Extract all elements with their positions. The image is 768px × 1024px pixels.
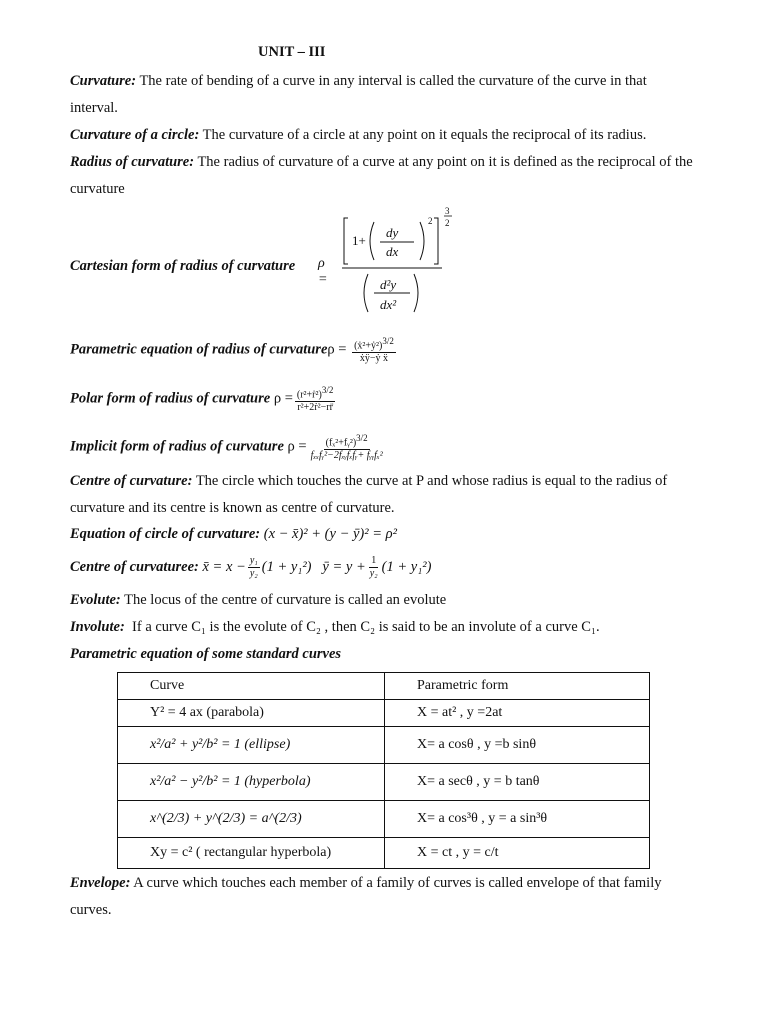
polar-line: Polar form of radius of curvature ρ = $\frac{(r^2+ṙ^2)^{3/2}}{\text{r²+2ṙ²−rr̈}}$	[70, 385, 334, 414]
radius-line-1	[70, 149, 726, 176]
cartesian-dx: dx	[386, 244, 399, 259]
table-row: x^(2/3) + y^(2/3) = a^(2/3) X= a cos³θ , y = a sin³θ	[118, 801, 650, 838]
table-header-curve: Curve	[118, 673, 385, 700]
page-title: UNIT – III	[258, 44, 326, 60]
curvature-term: Curvature:	[70, 73, 137, 89]
circle-term: Curvature of a circle:	[70, 127, 200, 143]
cartesian-dy: dy	[386, 225, 399, 240]
circle-equation-line: Equation of circle of curvature: (x − x̄)² + (y − ȳ)² = ρ²	[70, 526, 397, 542]
centree-line: Centre of curvaturee: x̄ = x − $\frac{\text{y₁}}{\text{y₂}}$ (1 + y₁²) ȳ = y + $\frac{1}{\text{y₂}}$ (1 + y₁²)	[70, 555, 432, 580]
circle-curvature-line	[70, 122, 726, 149]
involute-line: Involute: If a curve C₁ is the evolute of C₂ , then C₂ is said to be an involute of a curve C₁.	[70, 619, 600, 635]
parametric-line: Parametric equation of radius of curvatureρ = $\frac{(ẋ^2+ẏ^2)^{3/2}}{\text{ẋÿ−ẏ ẍ}}$	[70, 336, 394, 365]
cartesian-exp-num: 3	[445, 206, 450, 216]
table-row: x²/a² + y²/b² = 1 (ellipse) X= a cosθ , y =b sinθ	[118, 727, 650, 764]
cartesian-square: 2	[428, 216, 433, 226]
implicit-fraction: $\frac{(f_x^2+fᵧ^2)^{3/2}}{\text{fₓₓfᵧ²−2fₓᵧfₓfᵧ+ fᵧᵧfₓ²}}$	[310, 433, 383, 462]
centre-line-2: curvature and its centre is known as centre of curvature.	[70, 500, 395, 516]
cartesian-rho: ρ =	[318, 256, 328, 287]
circle-text: The curvature of a circle at any point on it equals the reciprocal of its radius.	[202, 127, 647, 143]
envelope-line-2: curves.	[70, 902, 112, 918]
envelope-line-1: Envelope: A curve which touches each member of a family of curves is called envelope of that family	[70, 875, 662, 891]
radius-line-2: curvature	[70, 181, 125, 197]
cartesian-d2y: d²y	[380, 277, 397, 292]
cartesian-label: Cartesian form of radius of curvature	[70, 258, 296, 274]
cartesian-exp-den: 2	[445, 218, 450, 228]
standard-curves-table	[117, 672, 650, 869]
implicit-line: Implicit form of radius of curvature ρ = $\frac{(f_x^2+fᵧ^2)^{3/2}}{\text{fₓₓfᵧ²−2fₓᵧfₓfᵧ+ fᵧᵧfₓ²}}$	[70, 433, 383, 462]
evolute-line: Evolute: The locus of the centre of curvature is called an evolute	[70, 592, 447, 608]
curvature-line-2: interval.	[70, 100, 118, 116]
parametric-heading: Parametric equation of some standard curves	[70, 646, 342, 662]
cartesian-dx2: dx²	[380, 297, 397, 312]
radius-term: Radius of curvature:	[70, 154, 195, 170]
cartesian-one-plus: 1+	[352, 233, 366, 248]
curvature-text: The rate of bending of a curve in any interval is called the curvature of the curve in that	[139, 73, 647, 89]
table-header-row	[118, 673, 650, 700]
table-header-form: Parametric form	[385, 673, 650, 700]
curvature-line-1	[70, 68, 726, 95]
polar-fraction: $\frac{(r^2+ṙ^2)^{3/2}}{\text{r²+2ṙ²−rr̈}}$	[296, 385, 334, 414]
cartesian-fraction-svg	[342, 204, 462, 316]
parametric-fraction: $\frac{(ẋ^2+ẏ^2)^{3/2}}{\text{ẋÿ−ẏ ẍ}}$	[354, 336, 394, 365]
table-row: Xy = c² ( rectangular hyperbola) X = ct , y = c/t	[118, 838, 650, 869]
centre-line-1: Centre of curvature: The circle which touches the curve at P and whose radius is equal to the radius of	[70, 473, 668, 489]
table-row: x²/a² − y²/b² = 1 (hyperbola) X= a secθ , y = b tanθ	[118, 764, 650, 801]
table-row: Y² = 4 ax (parabola) X = at² , y =2at	[118, 700, 650, 727]
radius-text: The radius of curvature of a curve at any point on it is defined as the reciprocal of the	[197, 154, 693, 170]
